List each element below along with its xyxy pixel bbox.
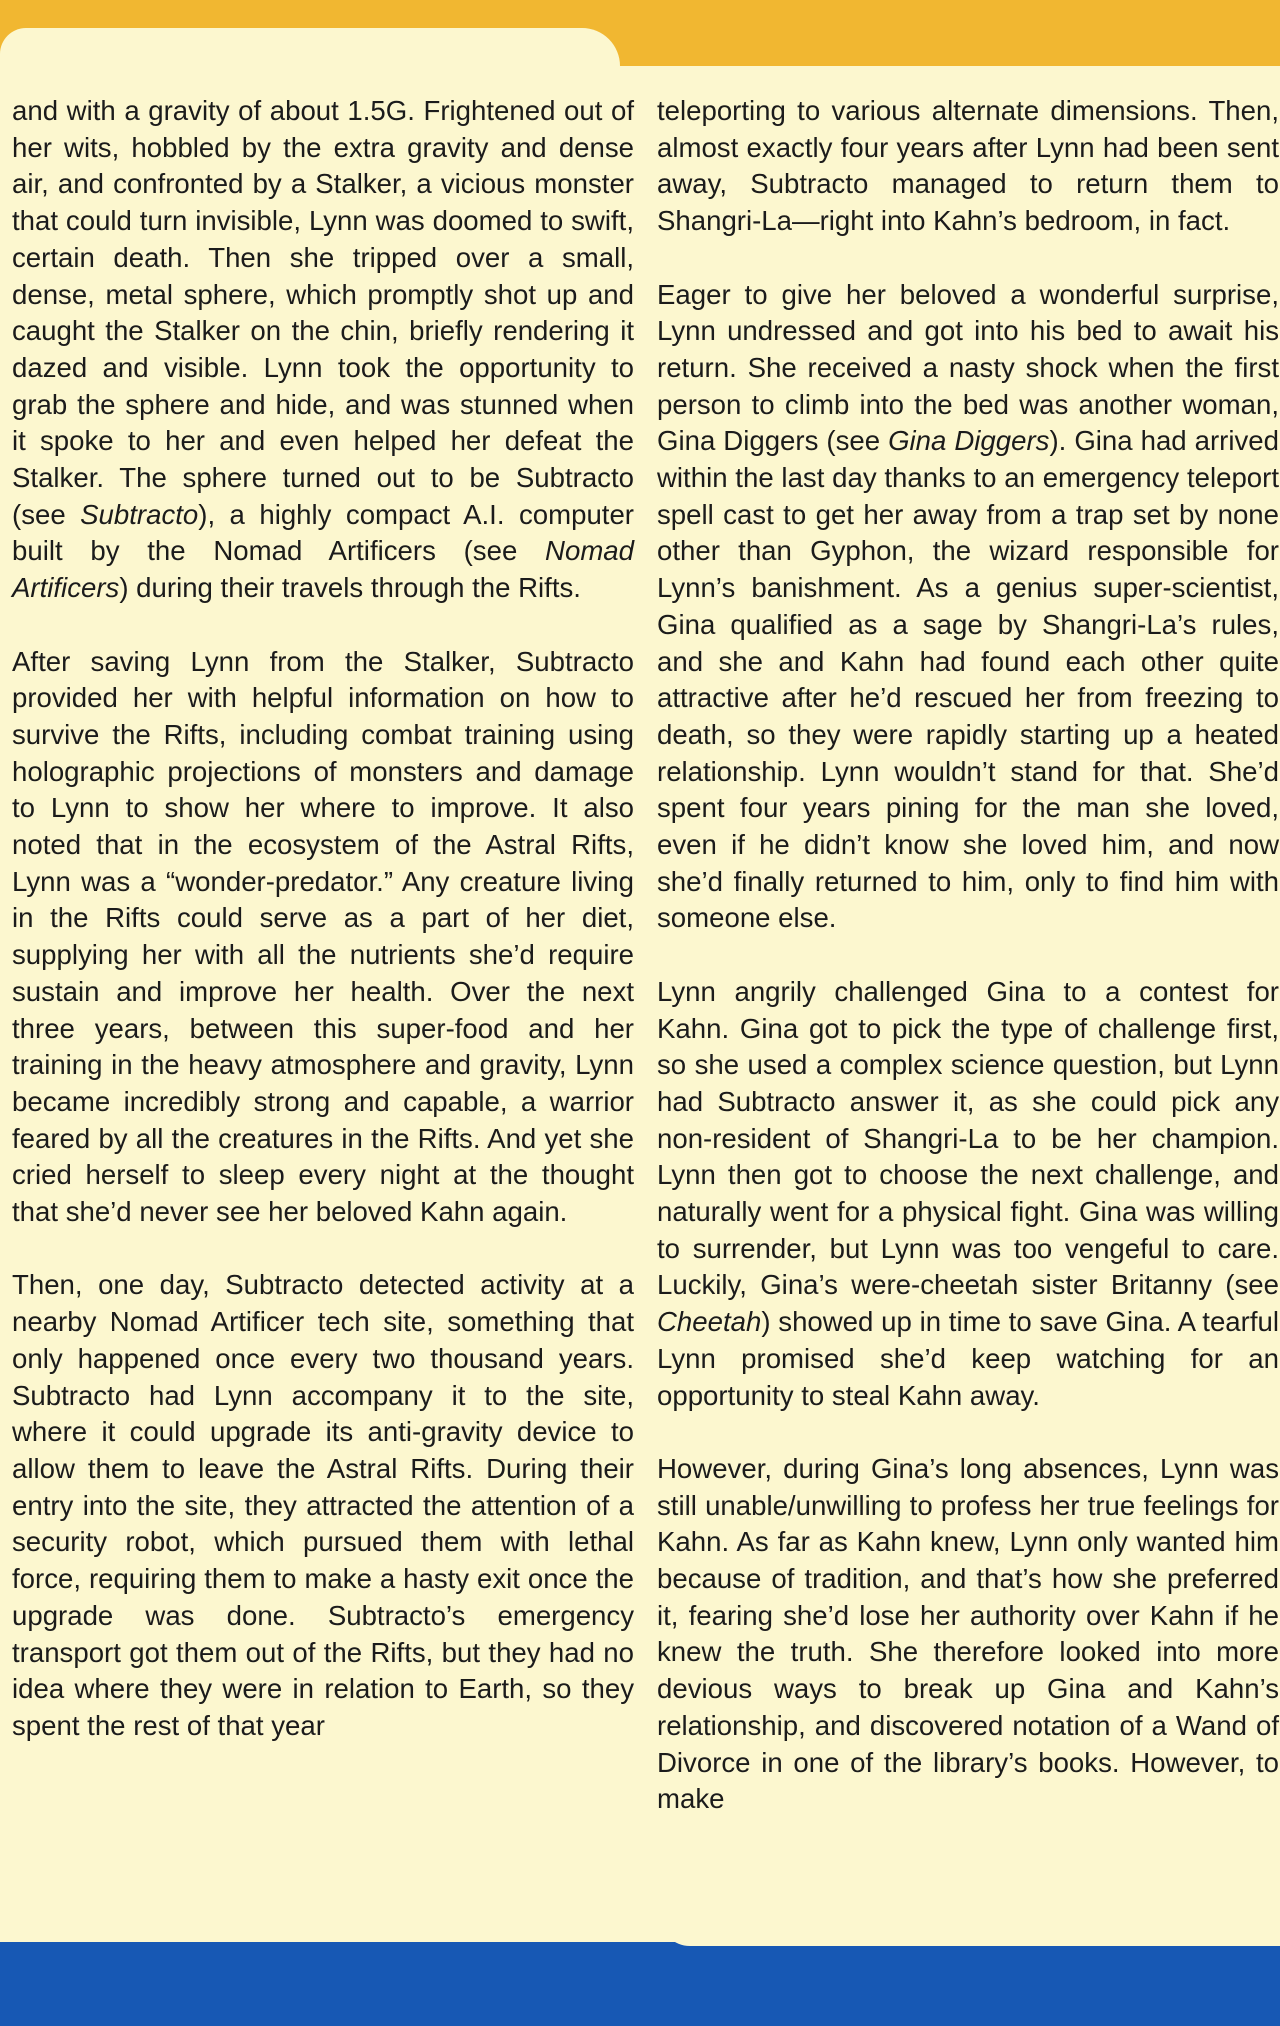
- paragraph: Lynn angrily challenged Gina to a contest for Kahn. Gina got to pick the type of challenge first, so she used a complex science question, but Lynn had Subtracto answer it, as she could pick any non-resident of Shangri-La to be her champion. Lynn then got to choose the next challenge, and naturally went for a physical fight. Gina was willing to surrender, but Lynn was too vengeful to care. Luckily, Gina’s were-cheetah sister Britanny (see Cheetah) showed up in time to save Gina. A tearful Lynn promised she’d keep watching for an opportunity to steal Kahn away.: [657, 975, 1279, 1411]
- paragraph: Eager to give her beloved a wonderful surprise, Lynn undressed and got into his bed to await his return. She received a nasty shock when the first person to climb into the bed was another woman, Gina Diggers (see Gina Diggers). Gina had arrived within the last day thanks to an emergency teleport spell cast to get her away from a trap set by none other than Gyphon, the wizard responsible for Lynn’s banishment. As a genius super-scientist, Gina qualified as a sage by Shangri-La’s rules, and she and Kahn had found each other quite attractive after he’d rescued her from freezing to death, so they were rapidly starting up a heated relationship. Lynn wouldn’t stand for that. She’d spent four years pining for the man she loved, even if he didn’t know she loved him, and now she’d finally returned to him, only to find him with someone else.: [657, 278, 1279, 934]
- left-text-column: [12, 93, 634, 1745]
- paragraph: and with a gravity of about 1.5G. Frightened out of her wits, hobbled by the extra gravity and dense air, and confronted by a Stalker, a vicious monster that could turn invisible, Lynn was doomed to swift, certain death. Then she tripped over a small, dense, metal sphere, which promptly shot up and caught the Stalker on the chin, briefly rendering it dazed and visible. Lynn took the opportunity to grab the sphere and hide, and was stunned when it spoke to her and even helped her defeat the Stalker. The sphere turned out to be Subtracto (see Subtracto), a highly compact A.I. computer built by the Nomad Artificers (see Nomad Artificers) during their travels through the Rifts.: [12, 95, 634, 604]
- paragraph: However, during Gina’s long absences, Lynn was still unable/unwilling to profess her true feelings for Kahn. As far as Kahn knew, Lynn only wanted him because of tradition, and that’s how she preferred it, fearing she’d lose her authority over Kahn if he knew the truth. She therefore looked into more devious ways to break up Gina and Kahn’s relationship, and discovered notation of a Wand of Divorce in one of the library’s books. However, to make: [657, 1452, 1279, 1815]
- bottom-page-tab: [660, 1910, 1280, 1946]
- paragraph: teleporting to various alternate dimensions. Then, almost exactly four years after Lynn had been sent away, Subtracto managed to return them to Shangri-La—right into Kahn’s bedroom, in fact.: [657, 95, 1279, 237]
- paragraph: Then, one day, Subtracto detected activity at a nearby Nomad Artificer tech site, something that only happened once every two thousand years. Subtracto had Lynn accompany it to the site, where it could upgrade its anti-gravity device to allow them to leave the Astral Rifts. During their entry into the site, they attracted the attention of a security robot, which pursued them with lethal force, requiring them to make a hasty exit once the upgrade was done. Subtracto’s emergency transport got them out of the Rifts, but they had no idea where they were in relation to Earth, so they spent the rest of that year: [12, 1269, 634, 1741]
- right-text-column: [657, 93, 1279, 1818]
- bottom-footer-band: [0, 1942, 1280, 2026]
- paragraph: After saving Lynn from the Stalker, Subtracto provided her with helpful information on how to survive the Rifts, including combat training using holographic projections of monsters and damage to Lynn to show her where to improve. It also noted that in the ecosystem of the Astral Rifts, Lynn was a “wonder-predator.” Any creature living in the Rifts could serve as a part of her diet, supplying her with all the nutrients she’d require sustain and improve her health. Over the next three years, between this super-food and her training in the heavy atmosphere and gravity, Lynn became incredibly strong and capable, a warrior feared by all the creatures in the Rifts. And yet she cried herself to sleep every night at the thought that she’d never see her beloved Kahn again.: [12, 645, 634, 1228]
